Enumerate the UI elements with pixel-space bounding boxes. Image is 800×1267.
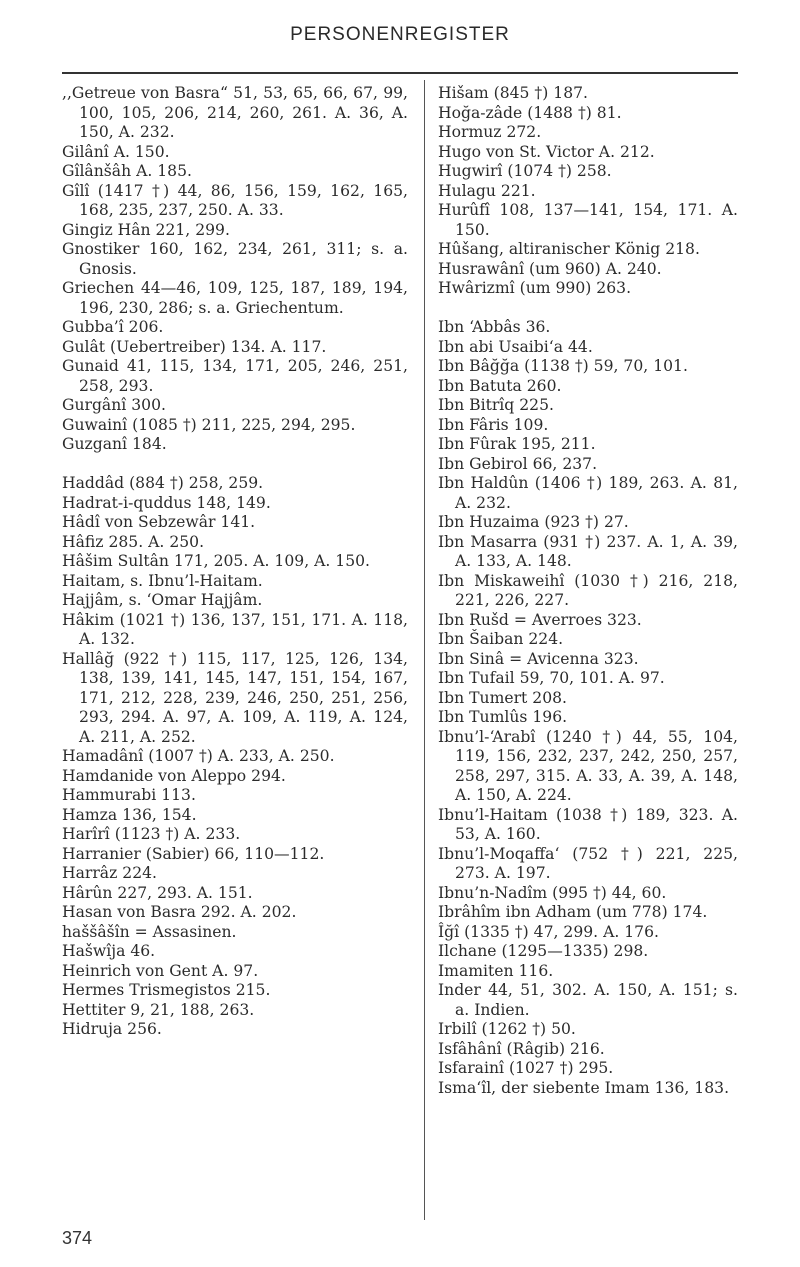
register-entry: Imamiten 116. (438, 961, 554, 980)
register-entry: haššâšîn = Assasinen. (62, 922, 237, 941)
register-entry: Ibnu’n-Nadîm (995 †) 44, 60. (438, 883, 667, 902)
register-entry: Guzganî 184. (62, 435, 167, 453)
register-entry: Ibn abi Usaibi‘a 44. (438, 337, 593, 356)
register-entry: Hermes Trismegistos 215. (62, 981, 271, 999)
register-entry: Ibn Tufail 59, 70, 101. A. 97. (438, 669, 665, 687)
register-entry: Ibn Bitrîq 225. (438, 396, 554, 414)
register-entry: Hârûn 227, 293. A. 151. (62, 883, 253, 902)
page-header: PERSONENREGISTER (290, 24, 510, 45)
column-divider (424, 80, 425, 1220)
register-entry: Ibn Haldûn (1406 †) 189, 263. A. 81, A. 232. (438, 474, 738, 512)
register-entry: Hammurabi 113. (62, 786, 196, 804)
register-entry: Gnostiker 160, 162, 234, 261, 311; s. a. Gnosis. (62, 240, 408, 278)
register-entry: Hugo von St. Victor A. 212. (438, 142, 655, 161)
register-entry: Ibn Bâğğa (1138 †) 59, 70, 101. (438, 357, 688, 375)
register-entry: Ibn ‘Abbâs 36. (438, 318, 551, 336)
register-entry: Harîrî (1123 †) A. 233. (62, 825, 241, 843)
register-entry: Isfarainî (1027 †) 295. (438, 1059, 614, 1077)
register-entry: Hugwirî (1074 †) 258. (438, 162, 612, 180)
register-entry: Hâfiz 285. A. 250. (62, 532, 205, 551)
register-entry: Hadrat-i-quddus 148, 149. (62, 493, 271, 512)
register-entry: Gurgânî 300. (62, 396, 166, 414)
register-entry: Hâdî von Sebzewâr 141. (62, 513, 256, 531)
register-entry: Gubba’î 206. (62, 318, 164, 336)
register-entry: Ibn Sinâ = Avicenna 323. (438, 649, 639, 668)
register-entry: Hulagu 221. (438, 181, 536, 200)
register-entry: Haddâd (884 †) 258, 259. (62, 474, 264, 492)
register-column-left (62, 84, 408, 1040)
register-entry: Gîlânšâh A. 185. (62, 162, 192, 180)
register-entry: Hâkim (1021 †) 136, 137, 151, 171. A. 118, A. 132. (62, 610, 408, 648)
register-entry: Hamdanide von Aleppo 294. (62, 766, 286, 785)
register-entry: Hamadânî (1007 †) A. 233, A. 250. (62, 747, 335, 765)
register-entry: Ibn Rušd = Averroes 323. (438, 610, 642, 629)
register-entry: Ibn Fâris 109. (438, 415, 549, 434)
register-entry: Hasan von Basra 292. A. 202. (62, 903, 297, 921)
section-gap (62, 455, 408, 475)
register-entry: Gilânî A. 150. (62, 142, 170, 161)
register-entry: Guwainî (1085 †) 211, 225, 294, 295. (62, 415, 356, 434)
register-entry: Harrâz 224. (62, 864, 157, 882)
register-entry: Ibn Šaiban 224. (438, 630, 564, 648)
register-entry: Ibn Tumert 208. (438, 688, 567, 707)
register-entry: Hoğa-zâde (1488 †) 81. (438, 103, 622, 122)
register-entry: Ibn Gebirol 66, 237. (438, 454, 598, 473)
register-entry: Hallâğ (922 †) 115, 117, 125, 126, 134, 138, 139, 141, 145, 147, 151, 154, 167, 171, 212, 228, 239, 246, 250, 251, 256, 293, 294. A. 97, A. 109, A. 119, A. 124, A. 211, A. 252. (62, 649, 408, 746)
register-entry: Husrawânî (um 960) A. 240. (438, 259, 662, 278)
register-entry: Ibrâhîm ibn Adham (um 778) 174. (438, 903, 708, 921)
register-column-right (438, 84, 738, 1098)
header-rule (62, 72, 738, 74)
register-entry: Ibnu’l-‘Arabî (1240 †) 44, 55, 104, 119, 156, 232, 237, 242, 250, 257, 258, 297, 315. A. 33, A. 39, A. 148, A. 150, A. 224. (438, 727, 738, 804)
register-entry: Ibn Batuta 260. (438, 376, 562, 395)
register-entry: Hûšang, altiranischer König 218. (438, 240, 700, 258)
register-entry: Hettiter 9, 21, 188, 263. (62, 1000, 255, 1019)
register-entry: Gingiz Hân 221, 299. (62, 220, 230, 239)
register-entry: Hwârizmî (um 990) 263. (438, 279, 632, 297)
register-entry: Gîlî (1417 †) 44, 86, 156, 159, 162, 165, 168, 235, 237, 250. A. 33. (62, 181, 408, 219)
register-entry: Isfâhânî (Râgib) 216. (438, 1039, 605, 1058)
register-entry: Hâšim Sultân 171, 205. A. 109, A. 150. (62, 552, 371, 570)
register-entry: Ibn Miskaweihî (1030 †) 216, 218, 221, 226, 227. (438, 571, 738, 609)
register-entry: ,,Getreue von Basra“ 51, 53, 65, 66, 67, 99, 100, 105, 206, 214, 260, 261. A. 36, A. 150, A. 232. (62, 84, 408, 141)
register-entry: Îğî (1335 †) 47, 299. A. 176. (438, 922, 659, 941)
register-entry: Hurûfî 108, 137—141, 154, 171. A. 150. (438, 201, 738, 239)
register-entry: Ibn Masarra (931 †) 237. A. 1, A. 39, A. 133, A. 148. (438, 532, 738, 570)
register-entry: Hormuz 272. (438, 123, 542, 141)
register-entry: Gulât (Uebertreiber) 134. A. 117. (62, 337, 327, 356)
register-entry: Harranier (Sabier) 66, 110—112. (62, 844, 325, 863)
register-entry: Ibnu’l-Moqaffa‘ (752 †) 221, 225, 273. A. 197. (438, 844, 738, 882)
register-entry: Griechen 44—46, 109, 125, 187, 189, 194, 196, 230, 286; s. a. Griechentum. (62, 279, 408, 317)
register-entry: Heinrich von Gent A. 97. (62, 961, 259, 980)
register-entry: Hamza 136, 154. (62, 805, 197, 824)
page-number: 374 (62, 1228, 93, 1248)
register-entry: Gunaid 41, 115, 134, 171, 205, 246, 251, 258, 293. (62, 357, 408, 395)
register-entry: Inder 44, 51, 302. A. 150, A. 151; s. a. Indien. (438, 981, 738, 1019)
register-entry: Haitam, s. Ibnu’l-Haitam. (62, 571, 263, 590)
register-entry: Hajjâm, s. ‘Omar Hajjâm. (62, 591, 263, 609)
register-entry: Ibn Huzaima (923 †) 27. (438, 513, 629, 531)
register-entry: Ibn Fûrak 195, 211. (438, 435, 596, 453)
register-entry: Hašwîja 46. (62, 942, 156, 960)
register-entry: Ilchane (1295—1335) 298. (438, 942, 649, 960)
section-gap (438, 299, 738, 319)
register-entry: Ibnu’l-Haitam (1038 †) 189, 323. A. 53, A. 160. (438, 805, 738, 843)
register-entry: Isma‘îl, der siebente Imam 136, 183. (438, 1078, 730, 1097)
register-entry: Ibn Tumlûs 196. (438, 708, 568, 726)
register-entry: Irbilî (1262 †) 50. (438, 1020, 576, 1038)
register-entry: Hidruja 256. (62, 1020, 162, 1038)
register-entry: Hišam (845 †) 187. (438, 84, 588, 102)
